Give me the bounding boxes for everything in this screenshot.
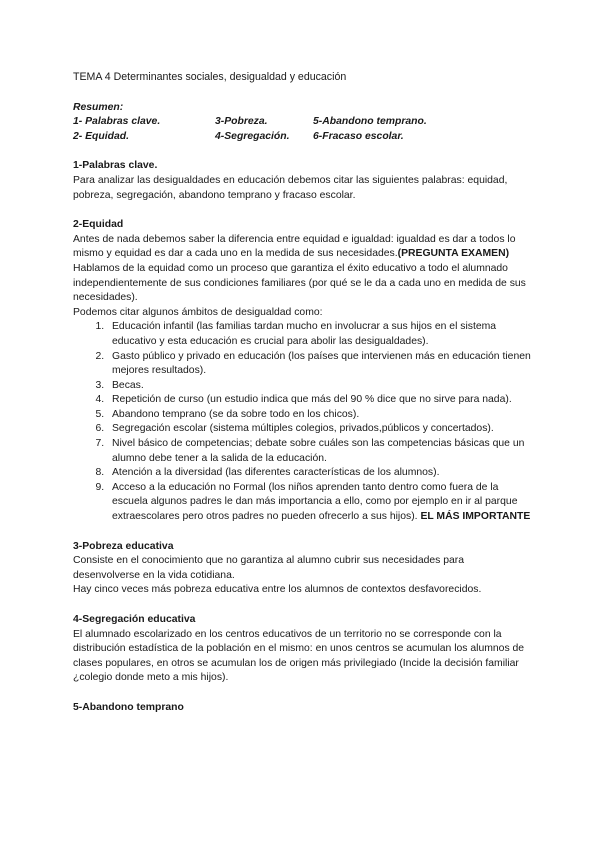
section-heading: 5-Abandono temprano [73,701,184,713]
paragraph-text: Antes de nada debemos saber la diferencia entre equidad e igualdad: igualdad es dar a todos lo mismo y equidad es dar a cada uno en la medida de sus necesidades. [73,233,516,260]
summary-row [73,115,533,130]
exam-question-marker: (PREGUNTA EXAMEN) [397,248,510,260]
paragraph: Hablamos de la equidad como un proceso que garantiza el éxito educativo a todo el alumnado independientemente de sus condiciones familiares (por qué se le da a cada uno en medida de sus necesidades). [73,262,526,304]
summary-item: 2- Equidad. [73,130,129,142]
summary-row [73,130,533,145]
summary-item: 3-Pobreza. [215,116,268,128]
paragraph: Podemos citar algunos ámbitos de desigualdad como: [73,306,323,318]
section-abandono [73,701,533,716]
summary-item: 4-Segregación. [215,130,290,142]
list-item: 1. Educación infantil (las familias tardan mucho en involucrar a sus hijos en el sistema educativo y esta educación es crucial para abolir las desigualdades). [107,320,533,349]
list-item: 2. Gasto público y privado en educación (los países que intervienen más en educación tienen mejores resultados). [107,350,533,379]
list-item: 7. Nivel básico de competencias; debate sobre cuáles son las competencias básicas que un alumno debe tener a la salida de la educación. [107,437,533,466]
section-heading: 2-Equidad [73,219,124,231]
section-heading: 1-Palabras clave. [73,160,158,172]
paragraph [73,233,533,262]
list-item [107,481,533,525]
list-item: 6. Segregación escolar (sistema múltiples colegios, privados,públicos y concertados). [107,422,533,437]
summary-block [73,101,533,145]
paragraph: El alumnado escolarizado en los centros educativos de un territorio no se corresponde con la distribución estadística de la población en el mismo: en unos centros se acumulan los alumnos de clases populares, en otros se acumulan los de origen más privilegiado (Incide la decisión familiar ¿colegio donde meto a mis hijos). [73,628,525,684]
section-segregacion [73,613,533,686]
summary-label: Resumen: [73,101,124,113]
list-item: 3. Becas. [107,379,533,394]
inequality-areas-list [73,320,533,524]
list-item: 5. Abandono temprano (se da sobre todo en los chicos). [107,408,533,423]
section-heading: 3-Pobreza educativa [73,540,174,552]
section-equidad [73,218,533,524]
document-page [73,70,533,716]
paragraph: Hay cinco veces más pobreza educativa entre los alumnos de contextos desfavorecidos. [73,584,482,596]
section-palabras-clave [73,159,533,203]
section-heading: 4-Segregación educativa [73,614,196,625]
list-item: 8. Atención a la diversidad (las diferentes características de los alumnos). [107,466,533,481]
document-title: TEMA 4 Determinantes sociales, desigualdad y educación [73,71,347,83]
paragraph: Consiste en el conocimiento que no garantiza al alumno cubrir sus necesidades para desenvolverse en la vida cotidiana. [73,555,465,581]
list-item: 4. Repetición de curso (un estudio indica que más del 90 % dice que no sirve para nada). [107,393,533,408]
summary-item: 6-Fracaso escolar. [313,130,404,142]
paragraph: Para analizar las desigualdades en educación debemos citar las siguientes palabras: equidad, pobreza, segregación, abandono temprano y fracaso escolar. [73,174,508,201]
list-item-text: Acceso a la educación no Formal (los niños aprenden tanto dentro como fuera de la escuela algunos padres le dan más importancia a ello, como por ejemplo en ir al parque extraescolares pero otros padres no pueden ofrecerlo a sus hijos). [112,481,518,523]
summary-item: 5-Abandono temprano. [313,116,427,128]
summary-item: 1- Palabras clave. [73,116,161,128]
most-important-marker: EL MÁS IMPORTANTE [420,511,531,523]
section-pobreza [73,540,533,598]
